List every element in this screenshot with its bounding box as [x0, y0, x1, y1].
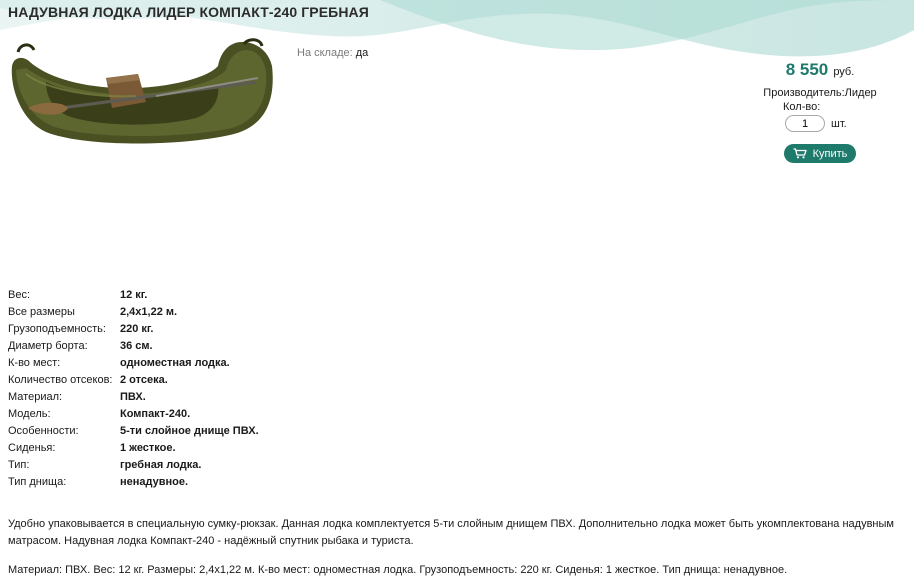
- buy-button-label: Купить: [812, 147, 848, 160]
- spec-value: 5-ти слойное днище ПВХ.: [120, 424, 259, 437]
- price-currency: руб.: [833, 66, 855, 78]
- spec-row: [8, 473, 259, 490]
- spec-row: [8, 354, 259, 371]
- buy-button[interactable]: [784, 144, 856, 163]
- spec-value: 1 жесткое.: [120, 441, 176, 454]
- price-value: 8 550: [785, 60, 829, 79]
- spec-row: [8, 371, 259, 388]
- spec-row: [8, 320, 259, 337]
- inflatable-boat-photo: [6, 36, 278, 148]
- cart-icon: [793, 148, 807, 159]
- spec-key: Особенности:: [8, 424, 79, 437]
- stock-status: [297, 47, 368, 59]
- spec-row: [8, 337, 259, 354]
- quantity-unit: шт.: [831, 117, 847, 130]
- spec-key: Модель:: [8, 407, 51, 420]
- spec-value: гребная лодка.: [120, 458, 202, 471]
- stock-value: да: [355, 47, 369, 59]
- spec-row: [8, 388, 259, 405]
- spec-key: Диаметр борта:: [8, 339, 88, 352]
- spec-key: Сиденья:: [8, 441, 56, 454]
- spec-key: К-во мест:: [8, 356, 61, 369]
- spec-value: 2 отсека.: [120, 373, 168, 386]
- specs-table: [8, 286, 259, 490]
- spec-key: Грузоподъемность:: [8, 322, 106, 335]
- spec-key: Тип:: [8, 458, 30, 471]
- purchase-panel: [740, 60, 900, 163]
- spec-row: [8, 286, 259, 303]
- spec-key: Все размеры: [8, 305, 75, 318]
- spec-row: [8, 405, 259, 422]
- spec-row: [8, 456, 259, 473]
- spec-value: ПВХ.: [120, 390, 146, 403]
- quantity-row: [740, 115, 900, 132]
- price: [740, 60, 900, 82]
- manufacturer: Производитель:Лидер: [763, 87, 877, 99]
- spec-row: [8, 422, 259, 439]
- spec-row: [8, 303, 259, 320]
- spec-value: одноместная лодка.: [120, 356, 230, 369]
- spec-key: Вес:: [8, 288, 31, 301]
- product-image[interactable]: [6, 36, 278, 148]
- stock-label: На складе:: [297, 47, 353, 59]
- quantity-label: Кол-во:: [783, 101, 821, 113]
- spec-value: Компакт-240.: [120, 407, 191, 420]
- spec-key: Материал:: [8, 390, 63, 403]
- spec-value: 12 кг.: [120, 288, 148, 301]
- spec-row: [8, 439, 259, 456]
- product-title: НАДУВНАЯ ЛОДКА ЛИДЕР КОМПАКТ-240 ГРЕБНАЯ: [8, 4, 369, 20]
- spec-key: Количество отсеков:: [8, 373, 113, 386]
- product-description: Удобно упаковывается в специальную сумку-рюкзак. Данная лодка комплектуется 5-ти слойным днищем ПВХ. Дополнительно лодка может быть укомплектована надувным матрасом. Надувная лодка Компакт-240 - надёжный спутник рыбака и туриста.: [8, 518, 894, 547]
- quantity-input[interactable]: [785, 115, 825, 132]
- spec-key: Тип днища:: [8, 475, 67, 488]
- spec-value: ненадувное.: [120, 475, 189, 488]
- product-summary: Материал: ПВХ. Вес: 12 кг. Размеры: 2,4х1,22 м. К-во мест: одноместная лодка. Грузоподъемность: 220 кг. Сиденья: 1 жесткое. Тип днища: ненадувное.: [8, 564, 788, 576]
- spec-value: 2,4х1,22 м.: [120, 305, 178, 318]
- spec-value: 220 кг.: [120, 322, 154, 335]
- spec-value: 36 см.: [120, 339, 153, 352]
